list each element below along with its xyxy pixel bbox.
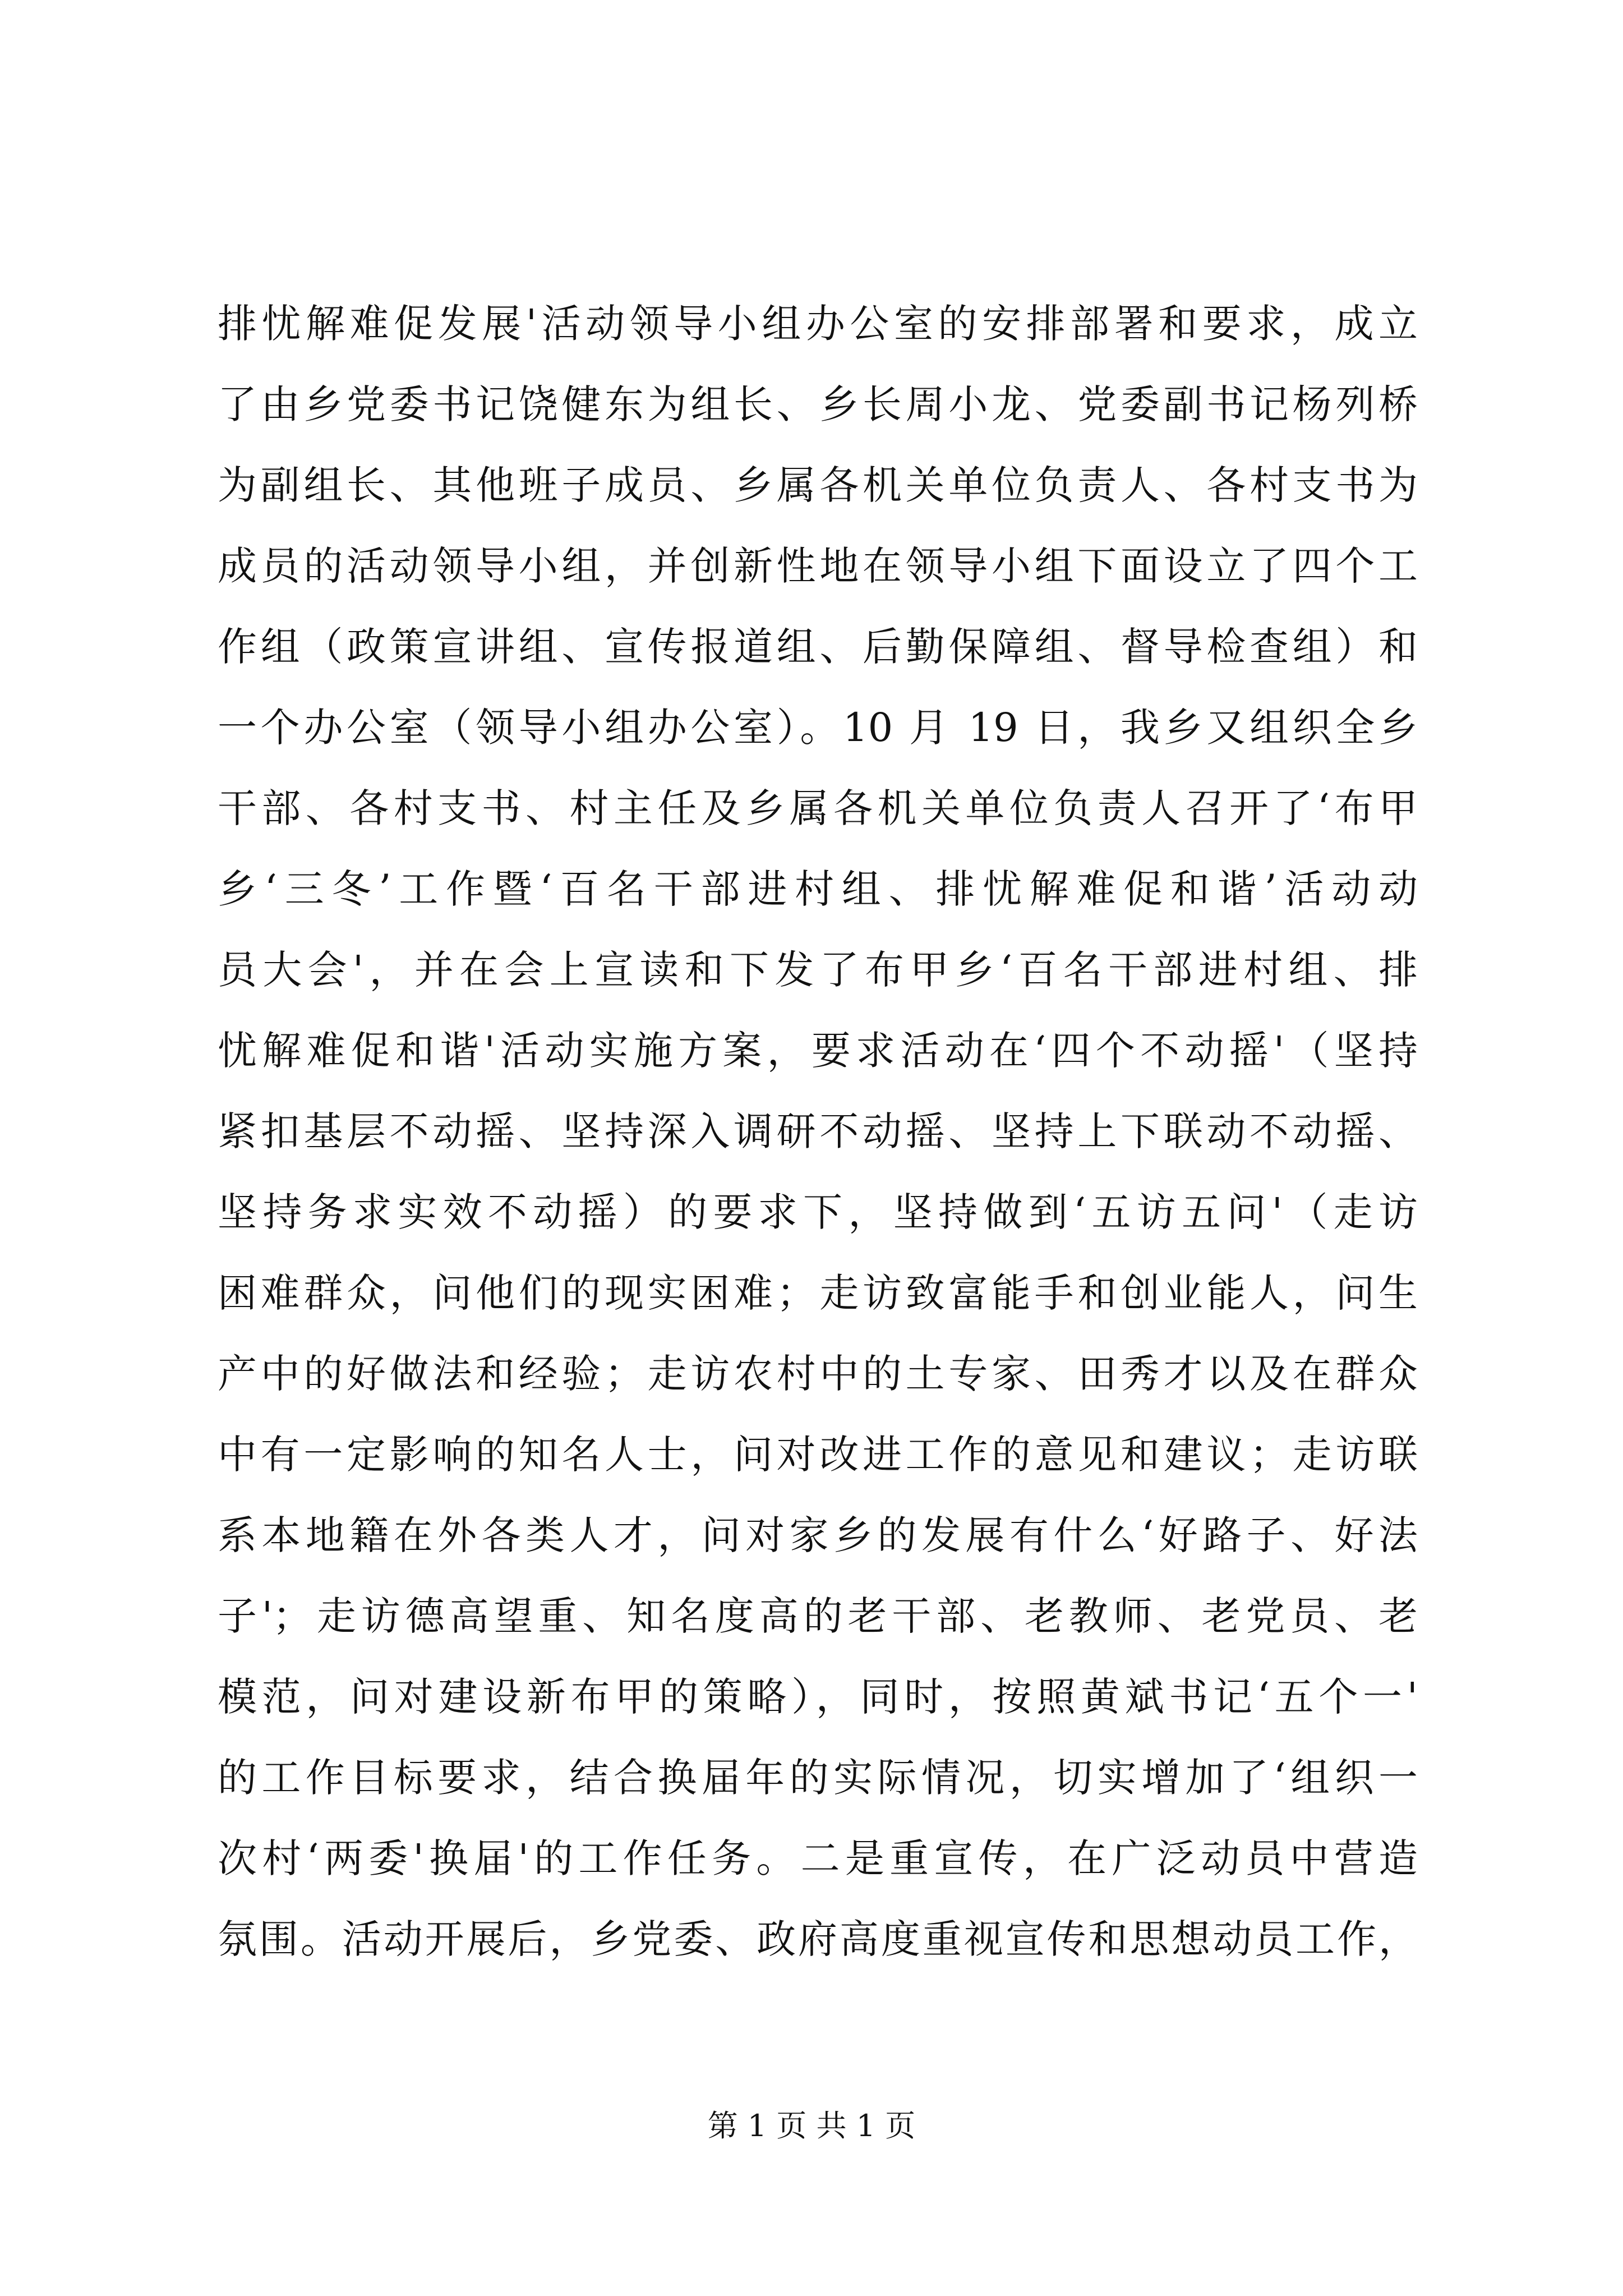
text-line: 排忧解难促发展'活动领导小组办公室的安排部署和要求，成立 — [218, 301, 1418, 347]
body-paragraph — [218, 283, 1418, 1980]
text-line: 坚持务求实效不动摇）的要求下，坚持做到‘五访五问'（走访 — [218, 1189, 1418, 1235]
text-line: 氛围。活动开展后，乡党委、政府高度重视宣传和思想动员工作， — [218, 1916, 1418, 1962]
text-line: 乡‘三冬’工作暨‘百名干部进村组、排忧解难促和谐’活动动 — [218, 866, 1418, 912]
text-line: 困难群众，问他们的现实困难；走访致富能手和创业能人，问生 — [218, 1270, 1418, 1316]
text-line: 为副组长、其他班子成员、乡属各机关单位负责人、各村支书为 — [218, 462, 1418, 508]
text-line: 产中的好做法和经验；走访农村中的土专家、田秀才以及在群众 — [218, 1351, 1418, 1397]
text-line: 中有一定影响的知名人士，问对改进工作的意见和建议；走访联 — [218, 1432, 1418, 1478]
page-footer: 第 1 页 共 1 页 — [707, 2108, 916, 2143]
text-line: 员大会'，并在会上宣读和下发了布甲乡‘百名干部进村组、排 — [218, 947, 1418, 993]
text-line: 干部、各村支书、村主任及乡属各机关单位负责人召开了‘布甲 — [218, 785, 1418, 831]
text-line: 了由乡党委书记饶健东为组长、乡长周小龙、党委副书记杨列桥 — [218, 381, 1418, 427]
text-line: 次村‘两委'换届'的工作任务。二是重宣传，在广泛动员中营造 — [218, 1835, 1418, 1881]
text-line: 的工作目标要求，结合换届年的实际情况，切实增加了‘组织一 — [218, 1755, 1418, 1801]
text-line: 作组（政策宣讲组、宣传报道组、后勤保障组、督导检查组）和 — [218, 624, 1418, 670]
text-line: 模范，问对建设新布甲的策略），同时，按照黄斌书记‘五个一' — [218, 1674, 1418, 1720]
text-line: 子'；走访德高望重、知名度高的老干部、老教师、老党员、老 — [218, 1593, 1418, 1639]
text-line: 忧解难促和谐'活动实施方案，要求活动在‘四个不动摇'（坚持 — [218, 1028, 1418, 1074]
text-line: 紧扣基层不动摇、坚持深入调研不动摇、坚持上下联动不动摇、 — [218, 1108, 1418, 1154]
text-line: 成员的活动领导小组，并创新性地在领导小组下面设立了四个工 — [218, 543, 1418, 589]
text-line: 系本地籍在外各类人才，问对家乡的发展有什么‘好路子、好法 — [218, 1512, 1418, 1558]
text-line: 一个办公室（领导小组办公室）。10 月 19 日，我乡又组织全乡 — [218, 705, 1418, 751]
